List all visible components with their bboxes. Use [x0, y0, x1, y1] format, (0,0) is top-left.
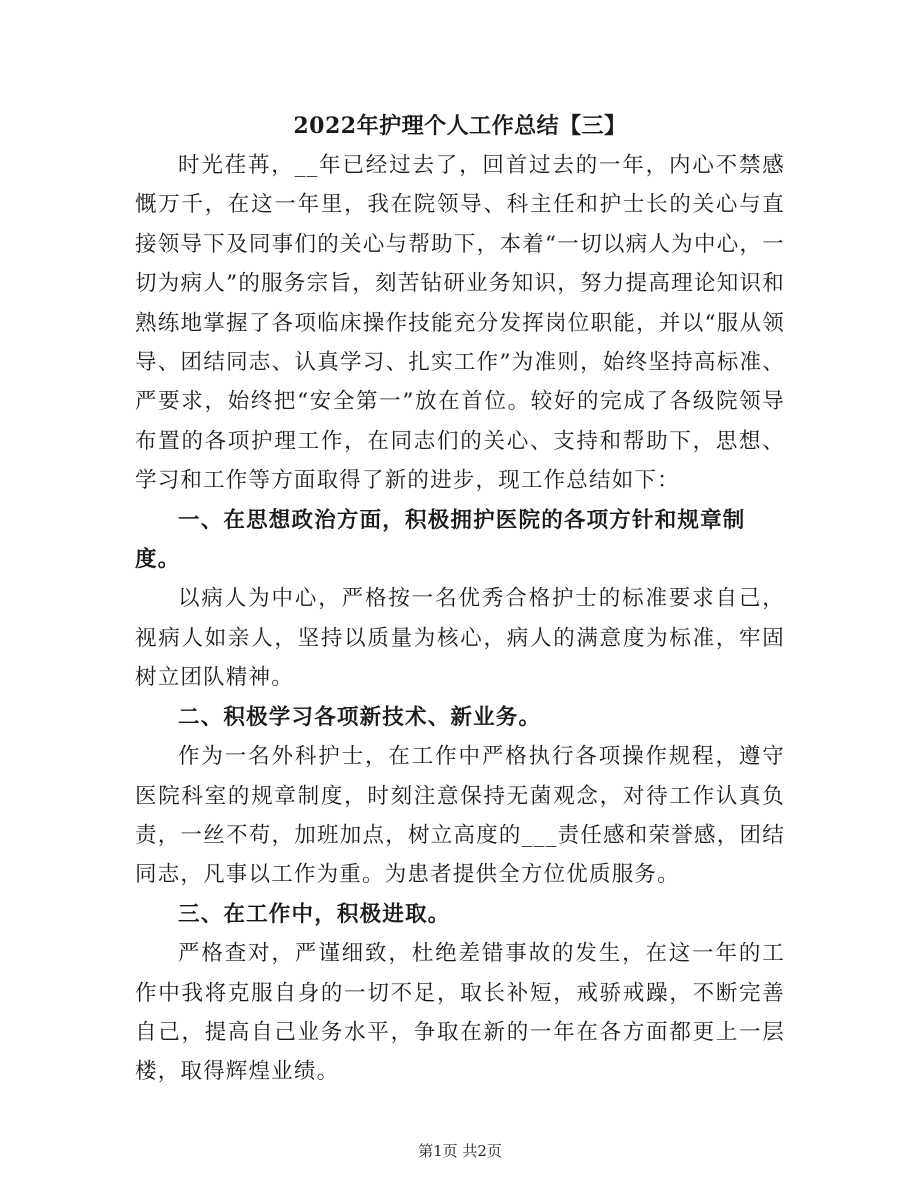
intro-paragraph: 时光荏苒，__年已经过去了，回首过去的一年，内心不禁感慨万千，在这一年里，我在院领导、科主任和护士长的关心与直接领导下及同事们的关心与帮助下，本着“一切以病人为中心，一切为病人”的服务宗旨，刻苦钻研业务知识，努力提高理论知识和熟练地掌握了各项临床操作技能充分发挥岗位职能，并以“服从领导、团结同志、认真学习、扎实工作”为准则，始终坚持高标准、严要求，始终把“安全第一”放在首位。较好的完成了各级院领导布置的各项护理工作，在同志们的关心、支持和帮助下，思想、学习和工作等方面取得了新的进步，现工作总结如下： [135, 153, 785, 494]
section-1-body: 以病人为中心，严格按一名优秀合格护士的标准要求自己，视病人如亲人，坚持以质量为核心，病人的满意度为标准，牢固树立团队精神。 [135, 586, 785, 691]
document-page [135, 108, 785, 1092]
section-3-heading: 三、在工作中，积极进取。 [178, 901, 451, 927]
section-2-heading: 二、积极学习各项新技术、新业务。 [178, 704, 542, 730]
section-2-body: 作为一名外科护士，在工作中严格执行各项操作规程，遵守医院科室的规章制度，时刻注意保持无菌观念，对待工作认真负责，一丝不苟，加班加点，树立高度的___责任感和荣誉感，团结同志，凡事以工作为重。为患者提供全方位优质服务。 [135, 744, 785, 888]
page-number: 第1页 共2页 [418, 1142, 502, 1160]
section-1-heading: 一、在思想政治方面，积极拥护医院的各项方针和规章制度。 [135, 507, 746, 573]
section-3-body: 严格查对，严谨细致，杜绝差错事故的发生，在这一年的工作中我将克服自身的一切不足，取长补短，戒骄戒躁，不断完善自己，提高自己业务水平，争取在新的一年在各方面都更上一层楼，取得辉煌业绩。 [135, 941, 785, 1085]
document-title: 2022年护理个人工作总结【三】 [293, 113, 627, 139]
